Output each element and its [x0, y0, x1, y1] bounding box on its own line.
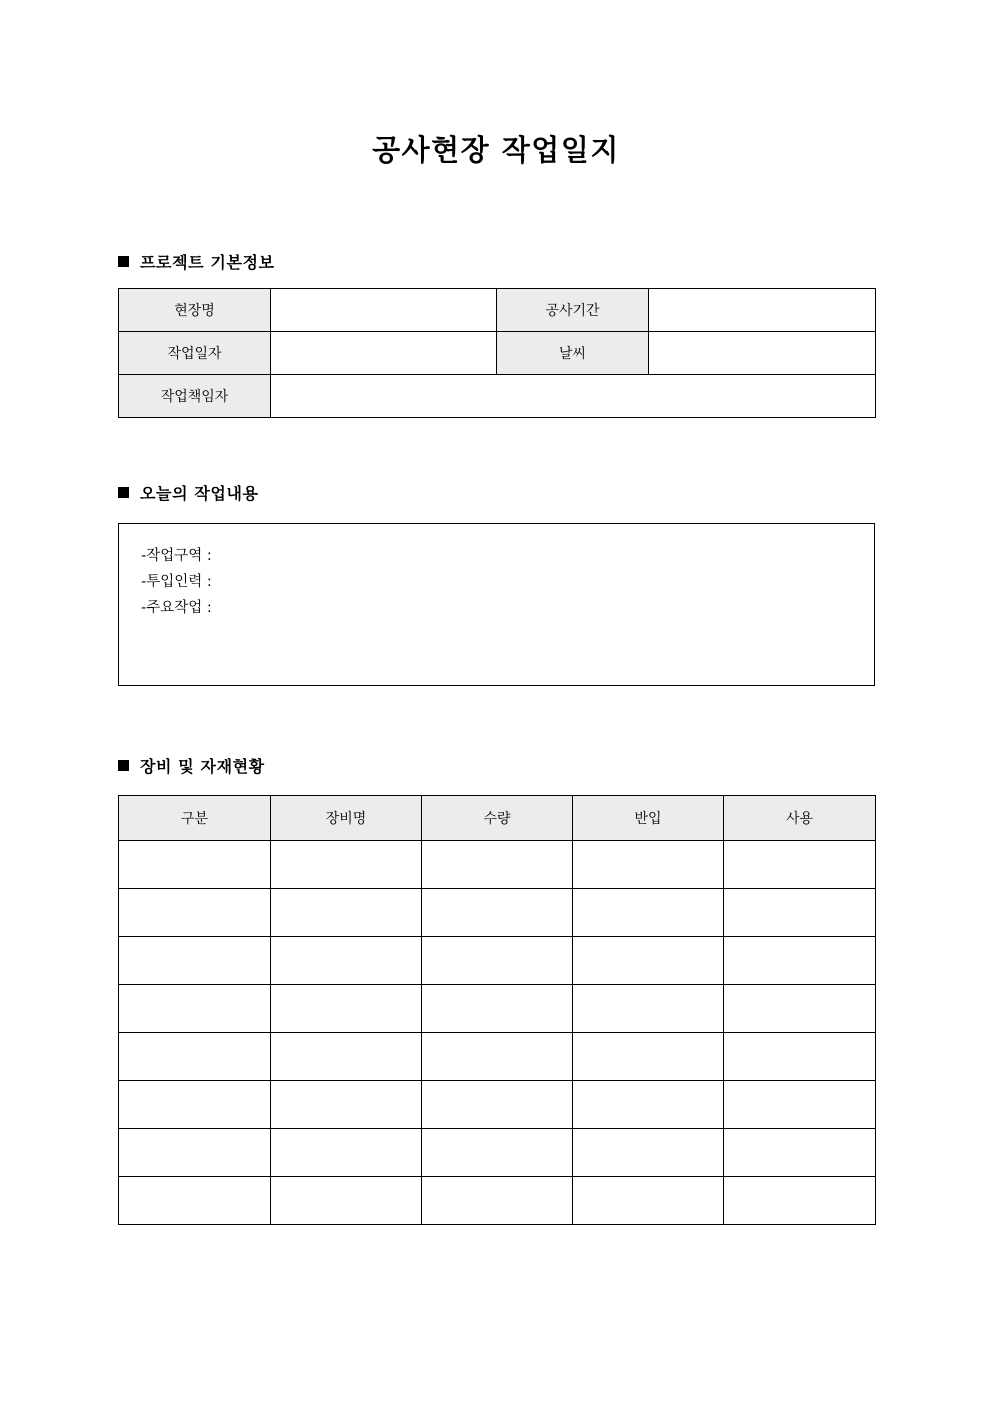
cell-quantity[interactable] — [422, 1129, 573, 1177]
cell-category[interactable] — [119, 889, 271, 937]
section-heading-project-info-label: 프로젝트 기본정보 — [140, 253, 275, 272]
label-site-name: 현장명 — [119, 289, 271, 332]
cell-quantity[interactable] — [422, 1177, 573, 1225]
cell-category[interactable] — [119, 841, 271, 889]
table-row — [119, 1033, 876, 1081]
table-row — [119, 889, 876, 937]
cell-brought-in[interactable] — [573, 937, 724, 985]
table-row — [119, 289, 876, 332]
cell-brought-in[interactable] — [573, 841, 724, 889]
cell-quantity[interactable] — [422, 889, 573, 937]
cell-category[interactable] — [119, 1081, 271, 1129]
square-bullet-icon — [118, 256, 129, 267]
cell-category[interactable] — [119, 985, 271, 1033]
cell-used[interactable] — [724, 1033, 876, 1081]
square-bullet-icon — [118, 760, 129, 771]
cell-brought-in[interactable] — [573, 1081, 724, 1129]
table-row — [119, 332, 876, 375]
cell-quantity[interactable] — [422, 1033, 573, 1081]
cell-category[interactable] — [119, 1129, 271, 1177]
field-work-supervisor[interactable] — [271, 375, 876, 418]
table-row — [119, 937, 876, 985]
equipment-materials-table — [118, 795, 876, 1225]
cell-equipment-name[interactable] — [271, 1129, 422, 1177]
cell-brought-in[interactable] — [573, 1129, 724, 1177]
cell-brought-in[interactable] — [573, 1177, 724, 1225]
work-line-main-task: -주요작업 : — [141, 600, 212, 616]
cell-quantity[interactable] — [422, 985, 573, 1033]
section-heading-equipment-materials — [118, 754, 265, 777]
cell-brought-in[interactable] — [573, 1033, 724, 1081]
cell-used[interactable] — [724, 985, 876, 1033]
cell-equipment-name[interactable] — [271, 985, 422, 1033]
cell-quantity[interactable] — [422, 841, 573, 889]
today-work-content-box[interactable] — [118, 523, 875, 686]
label-work-supervisor: 작업책임자 — [119, 375, 271, 418]
section-heading-today-work — [118, 481, 259, 504]
field-weather[interactable] — [649, 332, 876, 375]
cell-used[interactable] — [724, 1177, 876, 1225]
cell-used[interactable] — [724, 889, 876, 937]
field-construction-period[interactable] — [649, 289, 876, 332]
column-header-used: 사용 — [724, 796, 876, 841]
cell-quantity[interactable] — [422, 937, 573, 985]
cell-brought-in[interactable] — [573, 985, 724, 1033]
cell-used[interactable] — [724, 937, 876, 985]
today-work-content-lines — [119, 524, 874, 621]
page-title: 공사현장 작업일지 — [372, 133, 620, 167]
section-heading-equipment-materials-label: 장비 및 자재현황 — [140, 757, 265, 776]
cell-equipment-name[interactable] — [271, 1081, 422, 1129]
cell-equipment-name[interactable] — [271, 889, 422, 937]
cell-equipment-name[interactable] — [271, 1033, 422, 1081]
column-header-brought-in: 반입 — [573, 796, 724, 841]
table-row — [119, 1129, 876, 1177]
table-row — [119, 841, 876, 889]
cell-equipment-name[interactable] — [271, 1177, 422, 1225]
cell-equipment-name[interactable] — [271, 841, 422, 889]
column-header-quantity: 수량 — [422, 796, 573, 841]
field-site-name[interactable] — [271, 289, 497, 332]
cell-used[interactable] — [724, 841, 876, 889]
cell-brought-in[interactable] — [573, 889, 724, 937]
label-weather: 날씨 — [497, 332, 649, 375]
cell-category[interactable] — [119, 1033, 271, 1081]
field-work-date[interactable] — [271, 332, 497, 375]
cell-quantity[interactable] — [422, 1081, 573, 1129]
column-header-equipment-name: 장비명 — [271, 796, 422, 841]
cell-category[interactable] — [119, 1177, 271, 1225]
label-work-date: 작업일자 — [119, 332, 271, 375]
table-row — [119, 1081, 876, 1129]
column-header-category: 구분 — [119, 796, 271, 841]
cell-used[interactable] — [724, 1081, 876, 1129]
table-row — [119, 375, 876, 418]
table-header-row — [119, 796, 876, 841]
table-row — [119, 1177, 876, 1225]
label-construction-period: 공사기간 — [497, 289, 649, 332]
cell-category[interactable] — [119, 937, 271, 985]
cell-used[interactable] — [724, 1129, 876, 1177]
table-row — [119, 985, 876, 1033]
square-bullet-icon — [118, 487, 129, 498]
section-heading-project-info — [118, 250, 275, 273]
section-heading-today-work-label: 오늘의 작업내용 — [140, 484, 259, 503]
project-info-table — [118, 288, 876, 418]
work-line-area: -작업구역 : — [141, 548, 212, 564]
cell-equipment-name[interactable] — [271, 937, 422, 985]
work-line-manpower: -투입인력 : — [141, 574, 212, 590]
